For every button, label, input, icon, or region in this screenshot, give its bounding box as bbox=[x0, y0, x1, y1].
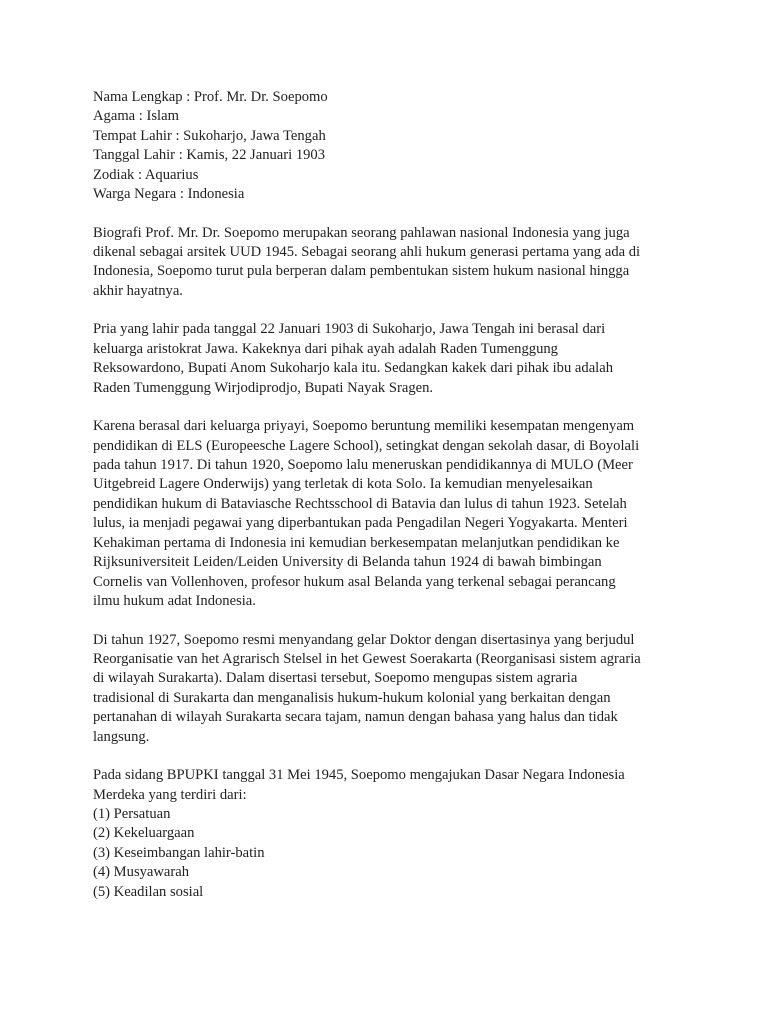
paragraph-line: pertanahan di wilayah Surakarta secara tajam, namun dengan bahasa yang halus dan tidak bbox=[93, 709, 618, 726]
paragraph-line: tradisional di Surakarta dan menganalisis hukum-hukum kolonial yang berkaitan dengan bbox=[93, 689, 611, 706]
list-item: (2) Kekeluargaan bbox=[93, 825, 195, 842]
list-item: (3) Keseimbangan lahir-batin bbox=[93, 844, 265, 861]
paragraph-line: lulus, ia menjadi pegawai yang diperbantukan pada Pengadilan Negeri Yogyakarta. Menteri bbox=[93, 515, 628, 532]
paragraph-keluarga bbox=[93, 320, 693, 398]
profile-line: Nama Lengkap : Prof. Mr. Dr. Soepomo bbox=[93, 89, 328, 105]
paragraph-line: dikenal sebagai arsitek UUD 1945. Sebagai seorang ahli hukum generasi pertama yang ada di bbox=[93, 244, 641, 261]
document-page bbox=[93, 88, 693, 921]
paragraph-line: di wilayah Surakarta). Dalam disertasi tersebut, Soepomo mengupas sistem agraria bbox=[93, 670, 578, 687]
list-item: (5) Keadilan sosial bbox=[93, 883, 204, 900]
paragraph-line: Kehakiman pertama di Indonesia ini kemudian berkesempatan melanjutkan pendidikan ke bbox=[93, 534, 620, 551]
list-item: (1) Persatuan bbox=[93, 805, 171, 822]
profile-line: Zodiak : Aquarius bbox=[93, 166, 199, 183]
paragraph-disertasi bbox=[93, 631, 693, 747]
paragraph-line: Uitgebreid Lagere Onderwijs) yang terletak di kota Solo. Ia kemudian menyelesaikan bbox=[93, 476, 593, 493]
paragraph-line: keluarga aristokrat Jawa. Kakeknya dari pihak ayah adalah Raden Tumenggung bbox=[93, 340, 558, 357]
paragraph-line: pada tahun 1917. Di tahun 1920, Soepomo lalu meneruskan pendidikannya di MULO (Meer bbox=[93, 457, 633, 474]
paragraph-line: pendidikan di ELS (Europeesche Lagere School), setingkat dengan sekolah dasar, di Boyolali bbox=[93, 437, 640, 454]
paragraph-line: akhir hayatnya. bbox=[93, 282, 183, 299]
paragraph-line: Reksowardono, Bupati Anom Sukoharjo kala itu. Sedangkan kakek dari pihak ibu adalah bbox=[93, 360, 613, 377]
list-item: (4) Musyawarah bbox=[93, 864, 190, 881]
paragraph-line: Reorganisatie van het Agrarisch Stelsel in het Gewest Soerakarta (Reorganisasi sistem agraria bbox=[93, 650, 641, 667]
paragraph-line: Pada sidang BPUPKI tanggal 31 Mei 1945, Soepomo mengajukan Dasar Negara Indonesia bbox=[93, 767, 625, 784]
paragraph-line: ilmu hukum adat Indonesia. bbox=[93, 592, 256, 609]
profile-line: Tempat Lahir : Sukoharjo, Jawa Tengah bbox=[93, 127, 326, 144]
paragraph-line: Di tahun 1927, Soepomo resmi menyandang gelar Doktor dengan disertasinya yang berjudul bbox=[93, 631, 635, 648]
paragraph-line: Biografi Prof. Mr. Dr. Soepomo merupakan seorang pahlawan nasional Indonesia yang juga bbox=[93, 224, 630, 241]
profile-line: Agama : Islam bbox=[93, 108, 179, 125]
profile-line: Warga Negara : Indonesia bbox=[93, 186, 245, 203]
profile-block bbox=[93, 88, 693, 204]
profile-line: Tanggal Lahir : Kamis, 22 Januari 1903 bbox=[93, 147, 326, 164]
paragraph-line: langsung. bbox=[93, 728, 150, 745]
paragraph-line: Cornelis van Vollenhoven, profesor hukum asal Belanda yang terkenal sebagai perancang bbox=[93, 573, 616, 590]
paragraph-line: Merdeka yang terdiri dari: bbox=[93, 786, 247, 803]
paragraph-line: Indonesia, Soepomo turut pula berperan dalam pembentukan sistem hukum nasional hingga bbox=[93, 263, 630, 280]
paragraph-line: pendidikan hukum di Bataviasche Rechtsschool di Batavia dan lulus di tahun 1923. Setelah bbox=[93, 495, 627, 512]
paragraph-bpupki bbox=[93, 766, 693, 902]
paragraph-line: Pria yang lahir pada tanggal 22 Januari 1903 di Sukoharjo, Jawa Tengah ini berasal dari bbox=[93, 321, 606, 338]
paragraph-biografi bbox=[93, 224, 693, 302]
paragraph-pendidikan bbox=[93, 417, 693, 611]
paragraph-line: Raden Tumenggung Wirjodiprodjo, Bupati Nayak Sragen. bbox=[93, 379, 434, 396]
paragraph-line: Karena berasal dari keluarga priyayi, Soepomo beruntung memiliki kesempatan mengenyam bbox=[93, 418, 635, 435]
paragraph-line: Rijksuniversiteit Leiden/Leiden University di Belanda tahun 1924 di bawah bimbingan bbox=[93, 554, 602, 571]
